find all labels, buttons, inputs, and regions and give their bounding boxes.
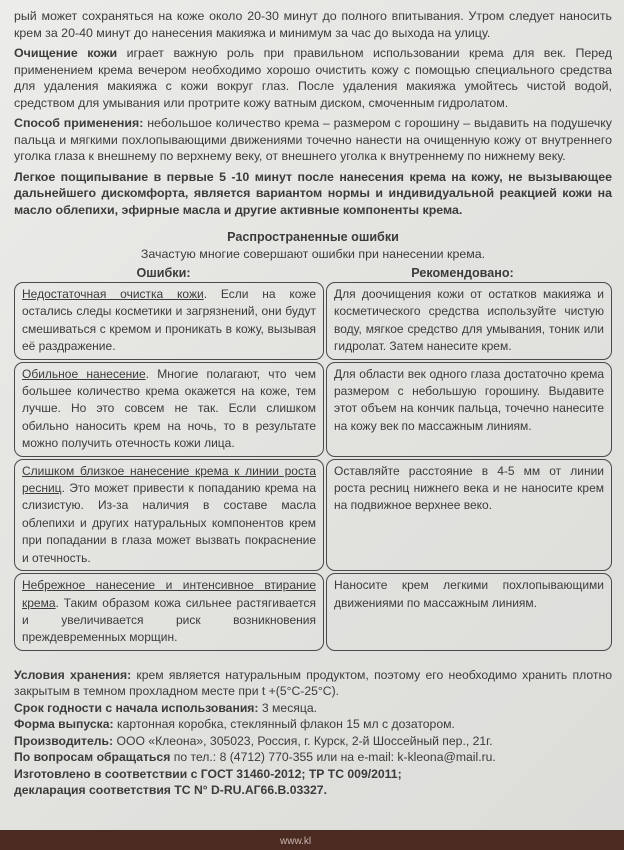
error-cell <box>14 573 324 651</box>
shelf-life <box>14 700 612 717</box>
error-title: Слишком близкое нанесение крема к линии роста ресниц <box>22 463 316 496</box>
form-text: картонная коробка, стеклянный флакон 15 мл с дозатором. <box>113 717 455 732</box>
errors-section-subtitle: Зачастую многие совершают ошибки при нанесении крема. <box>140 247 486 261</box>
cleansing-paragraph <box>14 45 612 111</box>
column-header-recommended: Рекомендовано: <box>411 266 514 280</box>
declaration-line: декларация соответствия ТС N° D-RU.АГ66.В.03327. <box>14 783 327 798</box>
contact-text: по тел.: 8 (4712) 770-355 или на e-mail: k-kleona@mail.ru. <box>170 750 496 765</box>
error-cell <box>14 282 324 360</box>
shelf-label: Срок годности с начала использования: <box>14 700 259 715</box>
error-text: . Если на коже остались следы косметики и загрязнений, они будут смешиваться с кремом и проникать в кожу, вызывая её раздражение. <box>22 287 317 354</box>
maker-label: Производитель: <box>14 733 114 748</box>
error-cell <box>14 362 324 457</box>
errors-column-headers <box>14 266 612 280</box>
errors-table <box>14 282 612 651</box>
intro-paragraph: рый может сохраняться на коже около 20-30 минут до полного впитывания. Утром следует наносить крем за 20-40 минут до нанесения макияжа и минимум за час до выхода на улицу. <box>14 9 612 40</box>
gost-line: Изготовлено в соответствии с ГОСТ 31460-2012; ТР ТС 009/2011; <box>14 766 402 781</box>
leaflet-content <box>14 8 612 799</box>
warning-paragraph: Легкое пощипывание в первые 5 -10 минут после нанесения крема на кожу, не вызывающее дальнейшего дискомфорта, является вариантом нормы и индивидуальной реакцией кожи на масло облепихи, эфирные масла и другие активные компоненты крема. <box>14 169 612 217</box>
footer-band <box>0 830 624 850</box>
product-info <box>14 667 612 799</box>
recommendation-cell: Для доочищения кожи от остатков макияжа и косметического средства используйте чистую воду, мягкое средство для умывания, тоник или гидролат. Затем нанесите крем. <box>326 282 612 360</box>
maker-text: ООО «Клеона», 305023, Россия, г. Курск, 2-й Шоссейный пер., 21г. <box>113 733 493 748</box>
recommendation-cell: Наносите крем легкими похлопывающими движениями по массажным линиям. <box>326 573 612 651</box>
errors-section-title: Распространенные ошибки <box>227 230 399 244</box>
usage-paragraph <box>14 115 612 165</box>
footer-fragment: www.kl <box>280 836 312 847</box>
release-form <box>14 716 612 733</box>
storage-label: Условия хранения: <box>14 667 132 682</box>
shelf-text: 3 месяца. <box>258 700 318 715</box>
errors-row <box>14 282 612 360</box>
usage-label: Способ применения: <box>14 116 144 130</box>
contact-label: По вопросам обращаться <box>14 750 171 765</box>
error-text: . Многие полагают, что чем большее количество крема окажется на коже, тем лучше. Но это совсем не так. Если слишком обильно наносить крем на ночь, то в результате можно получить отечность кожи лица. <box>22 366 316 451</box>
column-header-errors: Ошибки: <box>136 266 191 280</box>
error-title: Недостаточная очистка кожи <box>22 287 204 301</box>
contacts <box>14 749 612 766</box>
errors-row <box>14 573 612 651</box>
errors-row <box>14 362 612 457</box>
cleansing-label: Очищение кожи <box>14 46 118 60</box>
storage-conditions <box>14 667 612 700</box>
recommendation-cell: Для области век одного глаза достаточно крема размером с небольшую горошину. Выдавите этот объем на кончик пальца, точечно нанесите на кожу век по массажным линиям. <box>326 362 612 457</box>
recommendation-cell: Оставляйте расстояние в 4-5 мм от линии роста ресниц нижнего века и не наносите крем на подвижное верхнее веко. <box>326 459 612 571</box>
error-title: Небрежное нанесение и интенсивное втирание крема <box>22 578 316 610</box>
usage-text: небольшое количество крема – размером с горошину – выдавить на подушечку пальца и мягкими похлопывающими движениями точечно нанести на очищенную кожу от внутреннего уголка глаза к внешнему по верхнему веку, от внешнего уголка к внутреннему по нижнему веку. <box>14 116 613 163</box>
storage-text: крем является натуральным продуктом, поэтому его необходимо хранить плотно закрытым в темном прохладном месте при t +(5°C-25°C). <box>14 667 612 699</box>
form-label: Форма выпуска: <box>14 717 114 732</box>
manufacturer <box>14 733 612 750</box>
error-title: Обильное нанесение <box>22 366 146 381</box>
errors-row <box>14 459 612 571</box>
error-text: . Это может привести к попаданию крема на слизистую. Из-за наличия в составе масла облепихи и других натуральных компонентов крем при попадании в глаза может вызвать покраснение и отечность. <box>22 481 316 565</box>
error-text: . Таким образом кожа сильнее растягивается и увеличивается риск возникновения преждевременных морщин. <box>22 595 316 645</box>
error-cell <box>14 459 324 571</box>
cleansing-text: играет важную роль при правильном использовании крема для век. Перед применением крема вечером необходимо хорошо очистить кожу с помощью специального средства для удаления макияжа с кожи вокруг глаз. После удаления макияжа умойтесь чистой водой, средством для умывания или протрите кожу ватным диском, смоченным гидролатом. <box>14 46 613 110</box>
